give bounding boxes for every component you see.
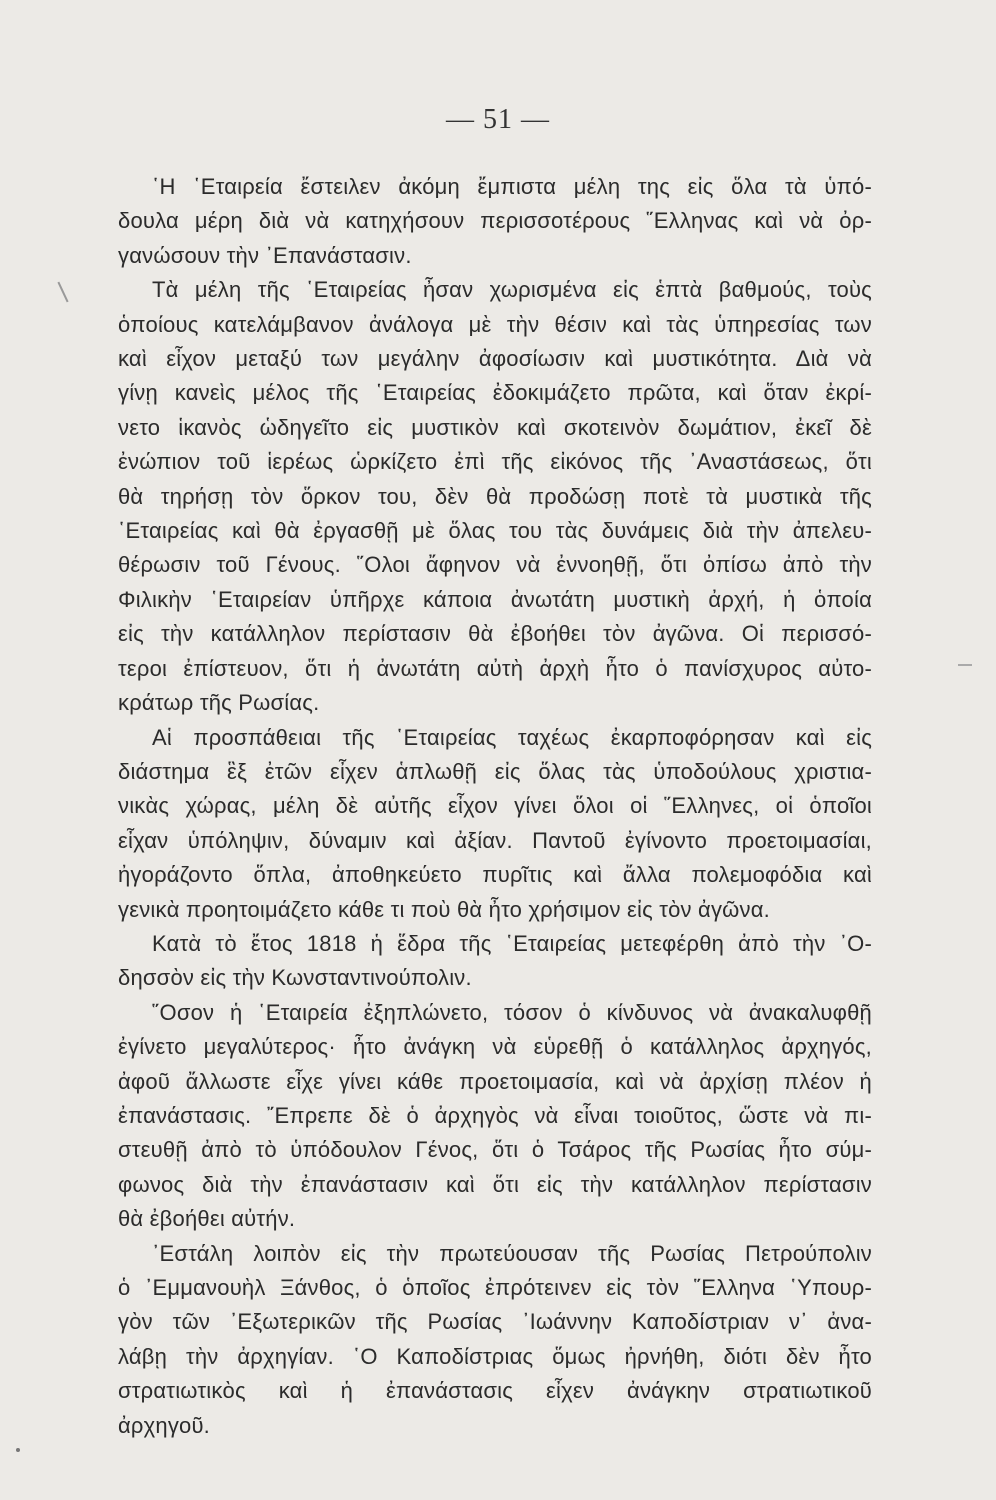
text-line: Φιλικὴν ῾Εταιρείαν ὑπῆρχε κάποια ἀνωτάτη μυστικὴ ἀρχή, ἡ ὁποία bbox=[118, 586, 872, 612]
text-line: ἐπανάστασις. ῎Επρεπε δὲ ὁ ἀρχηγὸς νὰ εἶναι τοιοῦτος, ὥστε νὰ πι- bbox=[118, 1102, 872, 1128]
paragraph bbox=[118, 273, 872, 720]
text-line: στρατιωτικὸς καὶ ἡ ἐπανάστασις εἶχεν ἀνάγκην στρατιωτικοῦ bbox=[118, 1378, 872, 1404]
text-line: δησσὸν εἰς τὴν Κωνσταντινούπολιν. bbox=[118, 965, 472, 991]
text-line: ῾Εταιρείας καὶ θὰ ἐργασθῇ μὲ ὅλας του τὰς δυνάμεις διὰ τὴν ἀπελευ- bbox=[118, 518, 872, 544]
body-text bbox=[118, 170, 872, 1443]
text-line: νικὰς χώρας, μέλη δὲ αὐτῆς εἶχον γίνει ὅλοι οἱ ῞Ελληνες, οἱ ὁποῖοι bbox=[118, 793, 872, 819]
text-line: φωνος διὰ τὴν ἐπανάστασιν καὶ ὅτι εἰς τὴν κατάλληλον περίστασιν bbox=[118, 1171, 872, 1197]
text-line: θὰ τηρήσῃ τὸν ὅρκον του, δὲν θὰ προδώσῃ ποτὲ τὰ μυστικὰ τῆς bbox=[118, 483, 872, 509]
text-line: ὁ ᾿Εμμανουὴλ Ξάνθος, ὁ ὁποῖος ἐπρότεινεν εἰς τὸν ῞Ελληνα ῾Υπουρ- bbox=[118, 1275, 872, 1300]
text-line: στευθῇ ἀπὸ τὸ ὑπόδουλον Γένος, ὅτι ὁ Τσάρος τῆς Ρωσίας ἦτο σύμ- bbox=[118, 1137, 872, 1163]
text-line: ἀφοῦ ἄλλωστε εἶχε γίνει κάθε προετοιμασία, καὶ νὰ ἀρχίσῃ πλέον ἡ bbox=[118, 1068, 872, 1094]
margin-mark bbox=[958, 664, 972, 666]
text-line: ῾Η ῾Εταιρεία ἔστειλεν ἀκόμη ἔμπιστα μέλη της εἰς ὅλα τὰ ὑπό- bbox=[152, 174, 872, 199]
margin-dot bbox=[16, 1448, 20, 1452]
text-line: ῞Οσον ἡ ῾Εταιρεία ἐξηπλώνετο, τόσον ὁ κίνδυνος νὰ ἀνακαλυφθῇ bbox=[152, 999, 872, 1025]
text-line: ᾿Εστάλη λοιπὸν εἰς τὴν πρωτεύουσαν τῆς Ρωσίας Πετρούπολιν bbox=[152, 1240, 872, 1266]
text-line: κράτωρ τῆς Ρωσίας. bbox=[118, 690, 320, 716]
text-line: ἠγοράζοντο ὅπλα, ἀποθηκεύετο πυρῖτις καὶ ἄλλα πολεμοφόδια καὶ bbox=[118, 862, 872, 888]
text-line: νετο ἱκανὸς ὡδηγεῖτο εἰς μυστικὸν καὶ σκοτεινὸν δωμάτιον, ἐκεῖ δὲ bbox=[118, 414, 872, 440]
page-number: — 51 — bbox=[446, 104, 550, 135]
text-line: τεροι ἐπίστευον, ὅτι ἡ ἀνωτάτη αὐτὴ ἀρχὴ ἦτο ὁ πανίσχυρος αὐτο- bbox=[118, 655, 872, 681]
text-line: διάστημα ἓξ ἐτῶν εἶχεν ἁπλωθῇ εἰς ὅλας τὰς ὑποδούλους χριστια- bbox=[118, 758, 872, 784]
paragraph bbox=[118, 170, 872, 273]
paragraph bbox=[118, 721, 872, 927]
text-line: Αἱ προσπάθειαι τῆς ῾Εταιρείας ταχέως ἐκαρποφόρησαν καὶ εἰς bbox=[152, 724, 872, 750]
text-line: Τὰ μέλη τῆς ῾Εταιρείας ἦσαν χωρισμένα εἰς ἑπτὰ βαθμούς, τοὺς bbox=[152, 277, 872, 303]
text-line: ἐγίνετο μεγαλύτερος· ἦτο ἀνάγκη νὰ εὑρεθῇ ὁ κατάλληλος ἀρχηγός, bbox=[118, 1034, 872, 1060]
paragraph bbox=[118, 996, 872, 1237]
text-line: γανώσουν τὴν ᾿Επανάστασιν. bbox=[118, 242, 412, 268]
paragraph bbox=[118, 1237, 872, 1443]
text-line: λάβῃ τὴν ἀρχηγίαν. ῾Ο Καποδίστριας ὅμως ἠρνήθη, διότι δὲν ἦτο bbox=[118, 1343, 872, 1369]
text-line: Κατὰ τὸ ἔτος 1818 ἡ ἕδρα τῆς ῾Εταιρείας μετεφέρθη ἀπὸ τὴν ᾿Ο- bbox=[152, 930, 872, 956]
text-line: θὰ ἐβοήθει αὐτήν. bbox=[118, 1206, 296, 1232]
text-line: δουλα μέρη διὰ νὰ κατηχήσουν περισσοτέρους ῞Ελληνας καὶ νὰ ὀρ- bbox=[118, 208, 872, 234]
margin-mark bbox=[57, 282, 68, 303]
text-line: θέρωσιν τοῦ Γένους. ῞Ολοι ἄφηνον νὰ ἐννοηθῇ, ὅτι ὀπίσω ἀπὸ τὴν bbox=[118, 552, 872, 578]
text-line: ἀρχηγοῦ. bbox=[118, 1412, 210, 1438]
text-line: ὁποίους κατελάμβανον ἀνάλογα μὲ τὴν θέσιν καὶ τὰς ὑπηρεσίας των bbox=[118, 311, 872, 337]
text-line: εἶχαν ὑπόληψιν, δύναμιν καὶ ἀξίαν. Παντοῦ ἐγίνοντο προετοιμασίαι, bbox=[118, 827, 872, 853]
text-line: γενικὰ προητοιμάζετο κάθε τι ποὺ θὰ ἦτο χρήσιμον εἰς τὸν ἀγῶνα. bbox=[118, 896, 770, 922]
text-line: ἐνώπιον τοῦ ἱερέως ὡρκίζετο ἐπὶ τῆς εἰκόνος τῆς ᾿Αναστάσεως, ὅτι bbox=[118, 449, 872, 475]
text-line: γὸν τῶν ᾿Εξωτερικῶν τῆς Ρωσίας ᾿Ιωάννην Καποδίστριαν ν᾿ ἀνα- bbox=[118, 1309, 872, 1335]
text-line: γίνῃ κανεὶς μέλος τῆς ῾Εταιρείας ἐδοκιμάζετο πρῶτα, καὶ ὅταν ἐκρί- bbox=[118, 380, 872, 406]
text-line: καὶ εἶχον μεταξύ των μεγάλην ἀφοσίωσιν καὶ μυστικότητα. Διὰ νὰ bbox=[118, 346, 872, 372]
paragraph bbox=[118, 927, 872, 996]
text-line: εἰς τὴν κατάλληλον περίστασιν θὰ ἐβοήθει τὸν ἀγῶνα. Οἱ περισσό- bbox=[118, 621, 872, 647]
